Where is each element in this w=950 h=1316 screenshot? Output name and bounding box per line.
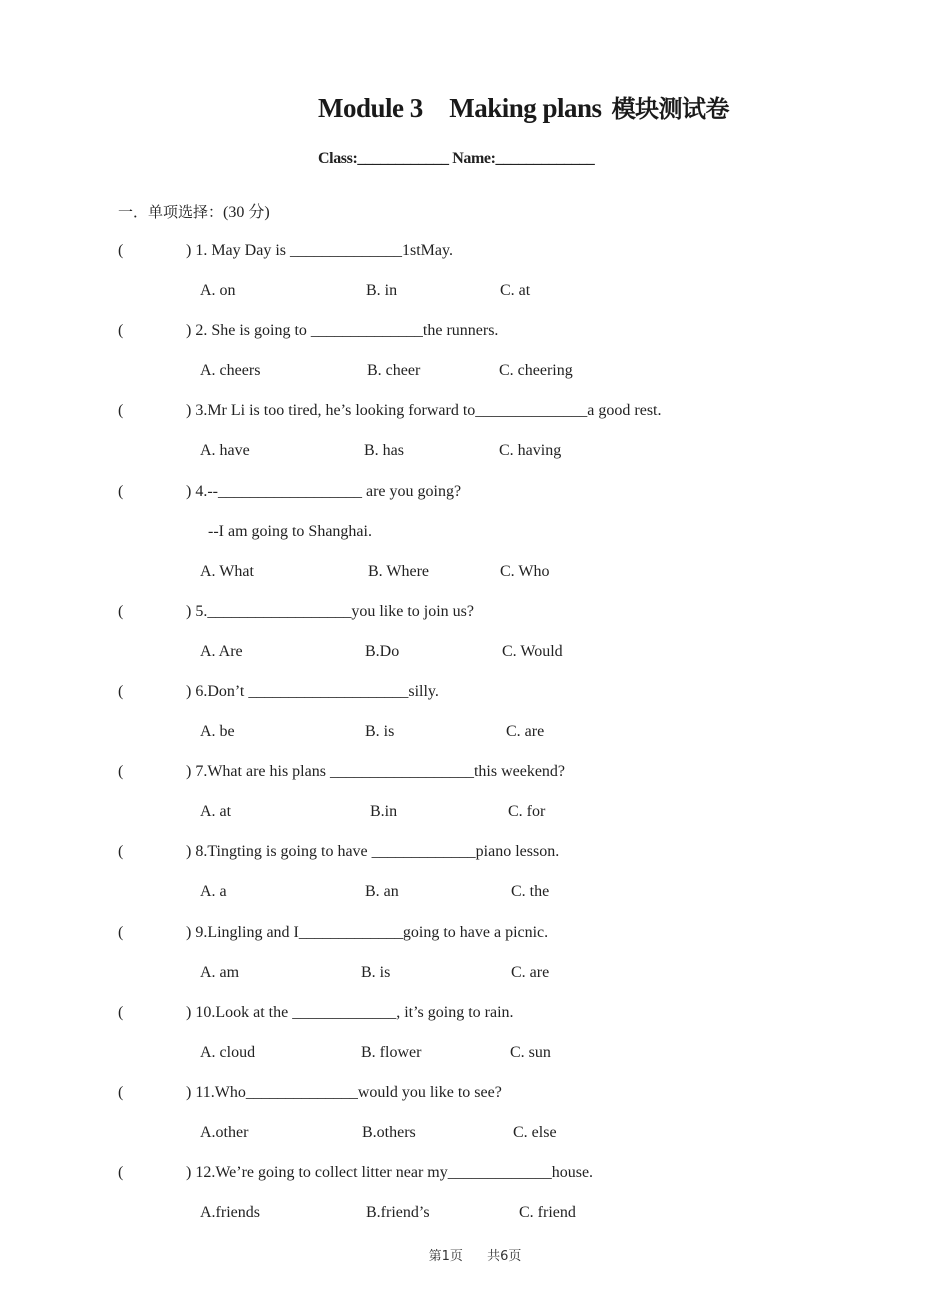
- answer-option: B.Do: [365, 642, 400, 660]
- page-title: [318, 86, 729, 125]
- section-label: 单项选择：: [148, 203, 224, 221]
- answer-paren[interactable]: (: [118, 843, 124, 861]
- title-en: Module 3 Making plans: [318, 93, 602, 123]
- answer-option: C. at: [500, 282, 531, 299]
- answer-option: A. have: [200, 442, 250, 460]
- answer-paren[interactable]: (: [118, 482, 124, 500]
- answer-paren[interactable]: (: [118, 1164, 124, 1182]
- page-number: 第1页: [428, 1249, 463, 1264]
- answer-option: B. an: [365, 883, 399, 901]
- class-name-line: [318, 150, 594, 168]
- title-cn: 模块测试卷: [611, 95, 730, 123]
- answer-option: C. friend: [519, 1204, 576, 1222]
- name-blank: _____________: [495, 150, 595, 167]
- page-total: 共6页: [487, 1249, 522, 1264]
- class-blank: ____________: [357, 150, 449, 167]
- answer-option: A. cloud: [200, 1043, 256, 1061]
- answer-option: B. flower: [361, 1043, 422, 1061]
- answer-paren[interactable]: (: [118, 1084, 124, 1101]
- question-text: ) 10.Look at the _____________, it’s going to rain.: [186, 1003, 514, 1021]
- answer-option: A. What: [200, 562, 254, 580]
- answer-option: B.friend’s: [366, 1204, 430, 1222]
- question-text: ) 7.What are his plans __________________this weekend?: [186, 763, 566, 781]
- question-text: ) 11.Who______________would you like to see?: [186, 1084, 502, 1101]
- name-label: Name:: [452, 150, 496, 167]
- answer-paren[interactable]: (: [118, 322, 124, 340]
- question-text: ) 5.__________________you like to join us?: [186, 602, 474, 620]
- answer-paren[interactable]: (: [118, 923, 124, 941]
- answer-option: A.friends: [200, 1204, 260, 1222]
- answer-option: A.other: [200, 1124, 249, 1141]
- question-text: ) 1. May Day is ______________1stMay.: [186, 242, 453, 259]
- answer-option: A. on: [200, 282, 236, 299]
- answer-option: C. are: [506, 723, 545, 740]
- section-score: (30 分): [223, 204, 270, 221]
- answer-option: C. Who: [500, 562, 550, 580]
- answer-option: C. having: [499, 442, 562, 460]
- answer-paren[interactable]: (: [118, 402, 124, 420]
- question-text: ) 6.Don’t ____________________silly.: [186, 683, 439, 700]
- answer-option: B. is: [365, 723, 395, 740]
- answer-paren[interactable]: (: [118, 683, 124, 700]
- class-label: Class:: [318, 150, 358, 167]
- answer-paren[interactable]: (: [118, 1003, 124, 1021]
- page-footer: [0, 1245, 950, 1264]
- section-number: 一．: [118, 203, 149, 221]
- question-text: ) 8.Tingting is going to have _____________piano lesson.: [186, 843, 560, 861]
- answer-option: B. has: [364, 442, 404, 460]
- answer-option: B. Where: [368, 562, 430, 580]
- answer-option: C. Would: [502, 642, 563, 660]
- answer-option: C. sun: [510, 1043, 551, 1061]
- answer-paren[interactable]: (: [118, 242, 124, 259]
- question-text: ) 12.We’re going to collect litter near my_____________house.: [186, 1164, 594, 1182]
- answer-option: B. cheer: [367, 362, 421, 380]
- answer-option: A. at: [200, 803, 232, 821]
- answer-option: C. for: [508, 803, 546, 821]
- answer-option: A. cheers: [200, 362, 261, 380]
- answer-option: B. is: [361, 963, 391, 981]
- question-text: ) 4.--__________________ are you going?: [186, 482, 462, 500]
- answer-option: B.others: [362, 1124, 416, 1141]
- answer-option: C. else: [513, 1124, 557, 1141]
- answer-option: A. Are: [200, 642, 243, 660]
- answer-option: C. cheering: [499, 362, 573, 380]
- answer-option: A. a: [200, 883, 227, 901]
- section-heading: [118, 199, 270, 222]
- question-text: ) 2. She is going to ______________the runners.: [186, 322, 499, 340]
- answer-option: C. are: [511, 963, 550, 981]
- question-text: ) 9.Lingling and I_____________going to have a picnic.: [186, 923, 549, 941]
- answer-option: A. am: [200, 963, 240, 981]
- answer-option: A. be: [200, 723, 235, 740]
- answer-option: C. the: [511, 883, 550, 901]
- question-subline: --I am going to Shanghai.: [208, 522, 372, 540]
- answer-option: B.in: [370, 803, 398, 821]
- answer-paren[interactable]: (: [118, 602, 124, 620]
- answer-option: B. in: [366, 282, 398, 299]
- answer-paren[interactable]: (: [118, 763, 124, 781]
- question-text: ) 3.Mr Li is too tired, he’s looking forward to______________a good rest.: [186, 402, 662, 420]
